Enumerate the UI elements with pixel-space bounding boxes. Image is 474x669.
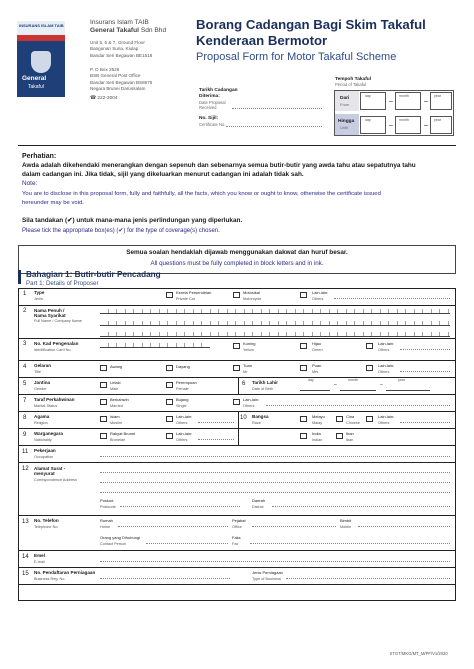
- dob-day-field[interactable]: day: [300, 379, 330, 391]
- fax-label: Faks: [232, 535, 241, 540]
- company-name-line2: General Takaful Sdn Bhd: [90, 27, 167, 34]
- form-code: IITGT/MKG/MT_M/PF/V1/2020: [390, 651, 448, 656]
- ic-green-label: Hijau: [312, 341, 322, 346]
- contact-person-field[interactable]: [146, 543, 228, 544]
- gender-female-label: Perempuan: [176, 380, 197, 385]
- row2-number: 2: [23, 308, 27, 314]
- dob-year-field[interactable]: year: [386, 379, 430, 391]
- section-marker: [18, 270, 21, 284]
- row9-number: 9: [23, 432, 27, 438]
- form-title-ms-1: Borang Cadangan Bagi Skim Takaful: [196, 17, 426, 32]
- type-label: Type: [34, 290, 45, 295]
- from-day-field[interactable]: day: [360, 92, 386, 110]
- instruction-box-en: All questions must be fully completed in block letters and in ink.: [150, 260, 324, 267]
- from-label: Dari: [340, 96, 350, 101]
- company-name-line1: Insurans Islam TAIB: [90, 19, 149, 26]
- race-label: Bangsa: [252, 414, 269, 419]
- business-reg-field[interactable]: [100, 578, 230, 579]
- company-phone: ☎ 222-3004: [90, 96, 118, 101]
- nationality-others-field[interactable]: [198, 439, 234, 440]
- row4-number: 4: [23, 364, 27, 370]
- title-puan-label: Puan: [312, 363, 322, 368]
- race-others-label: Lain-lain:: [378, 414, 395, 419]
- religion-others-checkbox[interactable]: [166, 416, 173, 422]
- race-malay-checkbox[interactable]: [300, 416, 307, 422]
- title-tuan-label: Tuan: [243, 363, 252, 368]
- full-name-label: Nama Penuh / Nama Syarikat: [34, 308, 66, 319]
- address-label: Alamat Surat - menyurat: [34, 466, 66, 477]
- title-label: Gelaran: [34, 363, 52, 368]
- row10-number: 10: [240, 415, 247, 421]
- address-field-line1[interactable]: [100, 472, 450, 473]
- race-indian-label: India: [312, 431, 321, 436]
- nationality-bruneian-label: Rakyat Brunei: [110, 431, 136, 436]
- notice-heading: Perhatian:: [22, 153, 57, 160]
- business-reg-label: No. Pendaftaran Perniagaan: [34, 570, 96, 575]
- full-name-field-line3[interactable]: [100, 332, 450, 337]
- ic-no-label: No. Kad Pengenalan: [34, 341, 79, 346]
- private-car-label: Kereta Persendirian: [176, 290, 212, 295]
- marital-others-checkbox[interactable]: [233, 399, 240, 405]
- motorcycle-checkbox[interactable]: [233, 292, 240, 298]
- contact-person-label: Orang yang Dihubungi: [100, 535, 141, 540]
- row6-number: 6: [242, 381, 246, 387]
- row1-number: 1: [23, 291, 27, 297]
- ic-others-field[interactable]: [400, 349, 450, 350]
- religion-muslim-label: Islam: [110, 414, 120, 419]
- cert-no-field[interactable]: [226, 126, 322, 127]
- married-checkbox[interactable]: [100, 399, 107, 405]
- home-phone-label: Rumah: [100, 518, 113, 523]
- telephone-label: No. Telefon: [34, 518, 59, 523]
- single-label: Bujang: [176, 397, 189, 402]
- from-year-field[interactable]: year: [430, 92, 452, 110]
- postcode-label: Poskod: [100, 498, 114, 503]
- title-others-label: Lain-lain:: [378, 363, 395, 368]
- married-label: Berkahwin: [110, 397, 129, 402]
- type-others-label: Lain-lain:: [312, 290, 329, 295]
- full-name-field-line1[interactable]: [100, 309, 450, 314]
- cert-no-label: No. Sijil:: [199, 116, 219, 121]
- notice-text-ms-2: dalam cadangan ini. Jika tidak, sijil yang dikeluarkan menurut cadangan ini adalah tidak sah.: [22, 171, 304, 178]
- title-puan-checkbox[interactable]: [300, 365, 307, 371]
- address-field-line3[interactable]: [100, 492, 450, 493]
- company-po-box: P. O Box 2526 BSB General Post Office Bandar Seri Begawan BS8675 Negara Brunei Darussalam: [90, 67, 153, 92]
- header-divider: [18, 145, 456, 146]
- full-name-field-line2[interactable]: [100, 321, 450, 326]
- gender-male-label: Lelaki: [110, 380, 121, 385]
- title-awang-label: Awang: [110, 364, 123, 369]
- marital-status-label: Taraf Perkahwinan: [34, 397, 75, 402]
- section-title-en: Part 1: Details of Proposer: [26, 280, 99, 287]
- business-type-field[interactable]: [286, 578, 450, 579]
- type-others-checkbox[interactable]: [300, 292, 307, 298]
- fax-field[interactable]: [250, 543, 450, 544]
- until-label-en: Until: [340, 125, 349, 130]
- period-label-en: Period of Takaful: [335, 82, 367, 87]
- nationality-label: Warganegara: [34, 431, 63, 436]
- row7-number: 7: [23, 398, 27, 404]
- row15-number: 15: [22, 571, 29, 577]
- nationality-bruneian-checkbox[interactable]: [100, 433, 107, 439]
- dob-label: Tarikh Lahir: [252, 380, 278, 385]
- race-iban-label: Iban: [346, 431, 354, 436]
- type-others-field[interactable]: [334, 298, 450, 299]
- from-label-en: From: [340, 102, 350, 107]
- phone-icon: ☎: [90, 96, 96, 101]
- home-phone-field[interactable]: [118, 526, 228, 527]
- type-label-en: Jenis: [34, 297, 43, 301]
- gender-label: Jantina: [34, 380, 51, 385]
- tick-instruction-ms: Sila tandakan (✔) untuk mana-mana jenis perlindungan yang diperlukan.: [22, 217, 243, 224]
- row13-number: 13: [22, 519, 29, 525]
- logo-name: General: [22, 75, 47, 82]
- office-phone-label: Pejabat: [232, 518, 246, 523]
- row12-number: 12: [22, 466, 29, 472]
- marital-others-label: Lain-lain:: [243, 397, 260, 402]
- religion-muslim-checkbox[interactable]: [100, 416, 107, 422]
- ic-others-checkbox[interactable]: [366, 343, 373, 349]
- until-day-field[interactable]: day: [360, 116, 386, 134]
- nationality-others-checkbox[interactable]: [166, 433, 173, 439]
- row14-number: 14: [22, 554, 29, 560]
- section-title-ms: Bahagian 1: Butir-butir Pencadang: [26, 270, 161, 279]
- until-label: Hingga: [338, 119, 355, 124]
- row8-number: 8: [23, 415, 27, 421]
- ic-green-checkbox[interactable]: [300, 343, 307, 349]
- ic-yellow-label: Kuning: [243, 341, 256, 346]
- gender-female-checkbox[interactable]: [166, 382, 173, 388]
- occupation-field[interactable]: [100, 456, 450, 457]
- company-logo: [17, 21, 65, 97]
- email-label: Emel: [34, 553, 45, 558]
- date-received-label-en: Date Proposal Received: [199, 100, 226, 110]
- row3-number: 3: [23, 341, 27, 347]
- race-indian-checkbox[interactable]: [300, 433, 307, 439]
- notice-text-en-2: hereunder may be void.: [22, 200, 84, 206]
- private-car-checkbox[interactable]: [166, 292, 173, 298]
- dob-month-field[interactable]: month: [340, 379, 376, 391]
- date-received-label: Tarikh Cadangan Diterima:: [199, 88, 238, 99]
- race-iban-checkbox[interactable]: [336, 433, 343, 439]
- instruction-box-ms: Semua soalan hendaklah dijawab menggunakan dakwat dan huruf besar.: [126, 249, 348, 256]
- single-checkbox[interactable]: [166, 399, 173, 405]
- ic-yellow-checkbox[interactable]: [233, 343, 240, 349]
- note-heading: Note:: [22, 180, 38, 187]
- logo-sub: Takaful: [28, 84, 44, 90]
- district-label: Daerah: [252, 498, 266, 503]
- religion-label: Agama: [34, 414, 50, 419]
- date-received-field[interactable]: [232, 108, 322, 109]
- title-others-field[interactable]: [400, 371, 450, 372]
- gender-male-checkbox[interactable]: [100, 382, 107, 388]
- race-others-field[interactable]: [400, 422, 450, 423]
- from-month-field[interactable]: month: [395, 92, 421, 110]
- race-chinese-checkbox[interactable]: [336, 416, 343, 422]
- business-type-label: Jenis Perniagaan: [252, 570, 283, 575]
- logo-emblem-icon: [31, 51, 51, 73]
- notice-text-ms-1: Awda adalah dikehendaki menerangkan dengan sepenuh dan sebenarnya semua butir-butir yang awda tahu atau sepatutnya tahu: [22, 162, 416, 169]
- motorcycle-label: Motosikal: [243, 290, 260, 295]
- race-chinese-label: Cina: [346, 414, 355, 419]
- race-others-checkbox[interactable]: [366, 416, 373, 422]
- tick-instruction-en: Please tick the appropriate box(es) (✔) for the type of coverage(s) chosen.: [22, 228, 220, 234]
- form-title-ms-2: Kenderaan Bermotor: [196, 33, 328, 48]
- office-phone-field[interactable]: [252, 526, 336, 527]
- title-awang-checkbox[interactable]: [100, 365, 107, 371]
- address-field-line2[interactable]: [100, 482, 450, 483]
- title-tuan-checkbox[interactable]: [233, 365, 240, 371]
- title-dayang-checkbox[interactable]: [166, 365, 173, 371]
- email-field[interactable]: [100, 561, 450, 562]
- logo-brand-text: INSURANS ISLAM TAIB: [19, 23, 64, 28]
- mobile-phone-label: Bimbit: [340, 518, 352, 523]
- ic-others-label: Lain-lain:: [378, 341, 395, 346]
- ic-no-field[interactable]: [100, 343, 210, 348]
- notice-text-en-1: You are to disclose in this proposal form, fully and faithfully, all the facts, which you know or ought to know, otherwise the certificate issued: [22, 191, 381, 197]
- company-address: Unit 5, 6 & 7, Ground Floor Bangunan Suria, Kiulap Bandar Seri Begawan BE1518: [90, 40, 153, 58]
- marital-others-field[interactable]: [266, 405, 450, 406]
- title-dayang-label: Dayang: [176, 364, 190, 369]
- religion-others-label: Lain-lain:: [176, 414, 193, 419]
- nationality-others-label: Lain-lain:: [176, 431, 193, 436]
- period-label: Tempoh Takaful: [335, 77, 372, 82]
- form-title-en: Proposal Form for Motor Takaful Scheme: [196, 51, 397, 63]
- row11-number: 11: [22, 449, 29, 455]
- postcode-field[interactable]: [120, 506, 240, 507]
- race-malay-label: Melayu: [312, 414, 325, 419]
- cert-no-label-en: Certificate No.: [199, 122, 226, 127]
- mobile-phone-field[interactable]: [358, 526, 450, 527]
- occupation-label: Pekerjaan: [34, 448, 56, 453]
- religion-others-field[interactable]: [198, 422, 234, 423]
- until-month-field[interactable]: month: [395, 116, 421, 134]
- until-year-field[interactable]: year: [430, 116, 452, 134]
- row5-number: 5: [23, 381, 27, 387]
- title-others-checkbox[interactable]: [366, 365, 373, 371]
- district-field[interactable]: [272, 506, 450, 507]
